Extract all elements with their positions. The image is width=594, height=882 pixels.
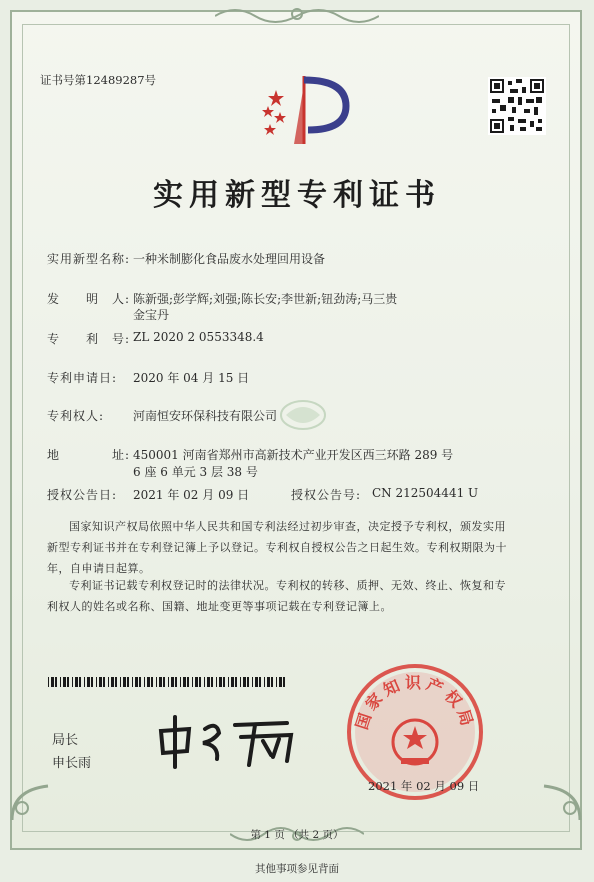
inventor-label: 发 明 人: bbox=[47, 292, 131, 306]
corner-ornament-icon bbox=[540, 780, 584, 824]
paragraph-line: 新型专利证书并在专利登记簿上予以登记。专利权自授权公告之日起生效。专利权期限为十 bbox=[47, 541, 507, 554]
seal-text: 国家知识产权局 bbox=[352, 673, 478, 732]
address-label: 地 址: bbox=[47, 448, 131, 462]
grant-date-value: 2021 年 02 月 09 日 bbox=[133, 488, 250, 502]
certificate-title: 实用新型专利证书 bbox=[153, 178, 441, 213]
address-line-2: 6 座 6 单元 3 层 38 号 bbox=[133, 465, 258, 479]
page-indicator: 第 1 页 （共 2 页） bbox=[250, 829, 344, 841]
utility-model-name-label: 实用新型名称: bbox=[47, 252, 131, 266]
barcode-icon bbox=[48, 677, 285, 687]
inventors-line-1: 陈新强;彭学辉;刘强;陈长安;李世新;钮劲涛;马三贵 bbox=[133, 292, 398, 306]
paragraph-line: 利权人的姓名或名称、国籍、地址变更等事项记载在专利登记簿上。 bbox=[47, 600, 392, 613]
back-note: 其他事项参见背面 bbox=[255, 863, 339, 875]
signatory-name: 申长雨 bbox=[52, 756, 92, 771]
qr-code-icon bbox=[488, 77, 546, 135]
corner-ornament-icon bbox=[8, 780, 52, 824]
patent-number-value: ZL 2020 2 0553348.4 bbox=[133, 330, 264, 344]
address-line-1: 450001 河南省郑州市高新技术产业开发区西三环路 289 号 bbox=[133, 448, 454, 462]
grant-number-label: 授权公告号: bbox=[291, 488, 362, 502]
certificate-number: 证书号第12489287号 bbox=[40, 73, 157, 87]
watermark-icon bbox=[278, 395, 328, 435]
patentee-label: 专利权人: bbox=[47, 409, 105, 423]
seal-date: 2021 年 02 月 09 日 bbox=[368, 779, 480, 793]
filing-date-label: 专利申请日: bbox=[47, 371, 118, 385]
patent-office-logo-icon bbox=[258, 70, 350, 150]
legal-statement-paragraph-1 bbox=[47, 516, 562, 579]
inventors-line-2: 金宝丹 bbox=[133, 308, 170, 322]
signatory-title: 局长 bbox=[52, 733, 79, 748]
patent-number-label: 专 利 号: bbox=[47, 332, 131, 346]
paragraph-line: 专利证书记载专利权登记时的法律状况。专利权的转移、质押、无效、终止、恢复和专 bbox=[69, 579, 506, 592]
paragraph-line: 国家知识产权局依照中华人民共和国专利法经过初步审查，决定授予专利权，颁发实用 bbox=[69, 520, 506, 533]
grant-number-value: CN 212504441 U bbox=[372, 486, 479, 500]
handwritten-signature-icon bbox=[155, 711, 305, 771]
legal-statement-paragraph-2 bbox=[47, 575, 562, 617]
paragraph-line: 年，自申请日起算。 bbox=[47, 562, 151, 575]
grant-date-label: 授权公告日: bbox=[47, 488, 118, 502]
filing-date-value: 2020 年 04 月 15 日 bbox=[133, 371, 250, 385]
top-ornament-icon bbox=[215, 4, 379, 24]
patentee-value: 河南恒安环保科技有限公司 bbox=[133, 409, 278, 423]
utility-model-name-value: 一种米制膨化食品废水处理回用设备 bbox=[133, 252, 326, 266]
